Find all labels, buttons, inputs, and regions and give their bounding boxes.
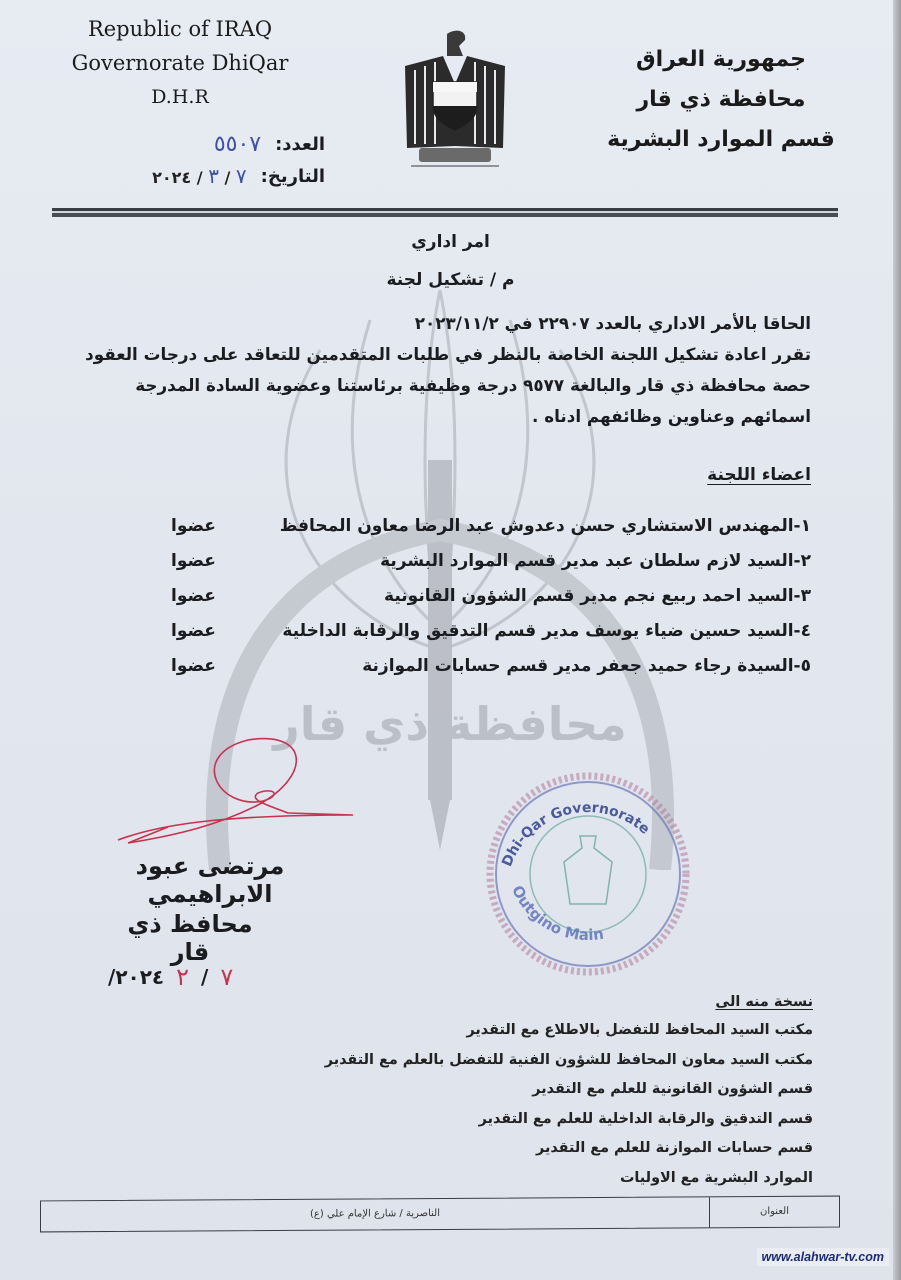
svg-text:Outgino Main: Outgino Main: [508, 882, 605, 945]
member-role: عضوا: [171, 620, 216, 641]
handwritten-signature-icon: [98, 735, 368, 845]
copy-recipient: الموارد البشرية مع الاوليات: [619, 1169, 813, 1186]
copy-recipient: مكتب السيد المحافظ للتفضل بالاطلاع مع التقدير: [466, 1022, 813, 1038]
header-department: D.H.R: [151, 86, 209, 108]
reference-block: [100, 128, 325, 192]
document-title: امر اداري: [411, 232, 490, 252]
document-subject: م / تشكيل لجنة: [386, 270, 515, 290]
reference-date: التاريخ: ٧ / ٣ / ٢٠٢٤: [152, 164, 325, 188]
member-item: ١-المهندس الاستشاري حسن دعدوش عبد الرضا معاون المحافظ عضوا: [171, 515, 811, 536]
copies-heading: نسخة منه الى: [715, 994, 813, 1010]
reference-number-value: ٥٥٠٧: [213, 131, 262, 157]
header-divider: [52, 208, 838, 218]
reference-number: العدد: ٥٥٠٧: [213, 131, 325, 157]
header-arabic: [591, 40, 851, 160]
members-list: [171, 508, 811, 683]
members-heading: اعضاء اللجنة: [707, 465, 811, 485]
body-line: حصة محافظة ذي قار والبالغة ٩٥٧٧ درجة وظيفية برئاستنا وعضوية السادة المدرجة: [135, 375, 811, 395]
body-line: اسمائهم وعناوين وظائفهم ادناه .: [532, 406, 811, 426]
address-label: العنوان: [709, 1197, 839, 1228]
copy-recipient: قسم الشؤون القانونية للعلم مع التقدير: [532, 1081, 813, 1097]
member-item: ٢-السيد لازم سلطان عبد مدير قسم الموارد البشرية عضوا: [171, 550, 811, 571]
official-stamp-icon: [468, 766, 708, 976]
member-role: عضوا: [171, 585, 216, 606]
svg-text:محافظة ذي قار: محافظة ذي قار: [273, 697, 627, 751]
copy-recipient: قسم التدقيق والرقابة الداخلية للعلم مع التقدير: [478, 1110, 813, 1127]
signatory-title: محافظ ذي قار: [127, 910, 253, 966]
member-item: ٤-السيد حسين ضياء يوسف مدير قسم التدقيق والرقابة الداخلية عضوا: [171, 620, 811, 641]
member-item: ٥-السيدة رجاء حميد جعفر مدير قسم حسابات الموازنة عضوا: [171, 655, 811, 676]
signature-date: ٧ / ٢ ٢٠٢٤/: [108, 963, 234, 991]
member-item: ٣-السيد احمد ربيع نجم مدير قسم الشؤون القانونية عضوا: [171, 585, 811, 606]
address-footer: [40, 1196, 840, 1233]
copy-recipient: مكتب السيد معاون المحافظ للشؤون الفنية للتفضل بالعلم مع التقدير: [324, 1051, 813, 1068]
copy-recipient: قسم حسابات الموازنة للعلم مع التقدير: [536, 1140, 813, 1156]
iraq-eagle-emblem-icon: [397, 26, 513, 170]
copies-to: [253, 988, 813, 1193]
svg-text:Dhi-Qar Governorate: Dhi-Qar Governorate: [499, 799, 653, 869]
header-ar-governorate: محافظة ذي قار: [636, 87, 806, 112]
header-governorate: Governorate DhiQar: [71, 51, 289, 75]
member-role: عضوا: [171, 550, 216, 571]
header-ar-republic: جمهورية العراق: [636, 47, 806, 72]
source-watermark: www.alahwar-tv.com: [757, 1248, 890, 1266]
body-line: تقرر اعادة تشكيل اللجنة الخاصة بالنظر في طلبات المتقدمين للتعاقد على درجات العقود: [85, 344, 811, 364]
header-english: [60, 12, 300, 114]
header-republic: Republic of IRAQ: [87, 17, 273, 41]
address-value: الناصرية / شارع الإمام علي (ع): [310, 1208, 440, 1220]
reference-date-value: ٧ / ٣ / ٢٠٢٤: [152, 164, 247, 188]
header-ar-department: قسم الموارد البشرية: [607, 127, 835, 152]
member-role: عضوا: [171, 515, 216, 536]
member-role: عضوا: [171, 655, 216, 676]
document-body: [51, 308, 811, 432]
page-edge: [893, 0, 901, 1280]
body-line: الحاقا بالأمر الاداري بالعدد ٢٢٩٠٧ في ٢٠٢٣/١١/٢: [414, 313, 811, 333]
signatory-name: مرتضى عبود الابراهيمي: [135, 852, 285, 908]
